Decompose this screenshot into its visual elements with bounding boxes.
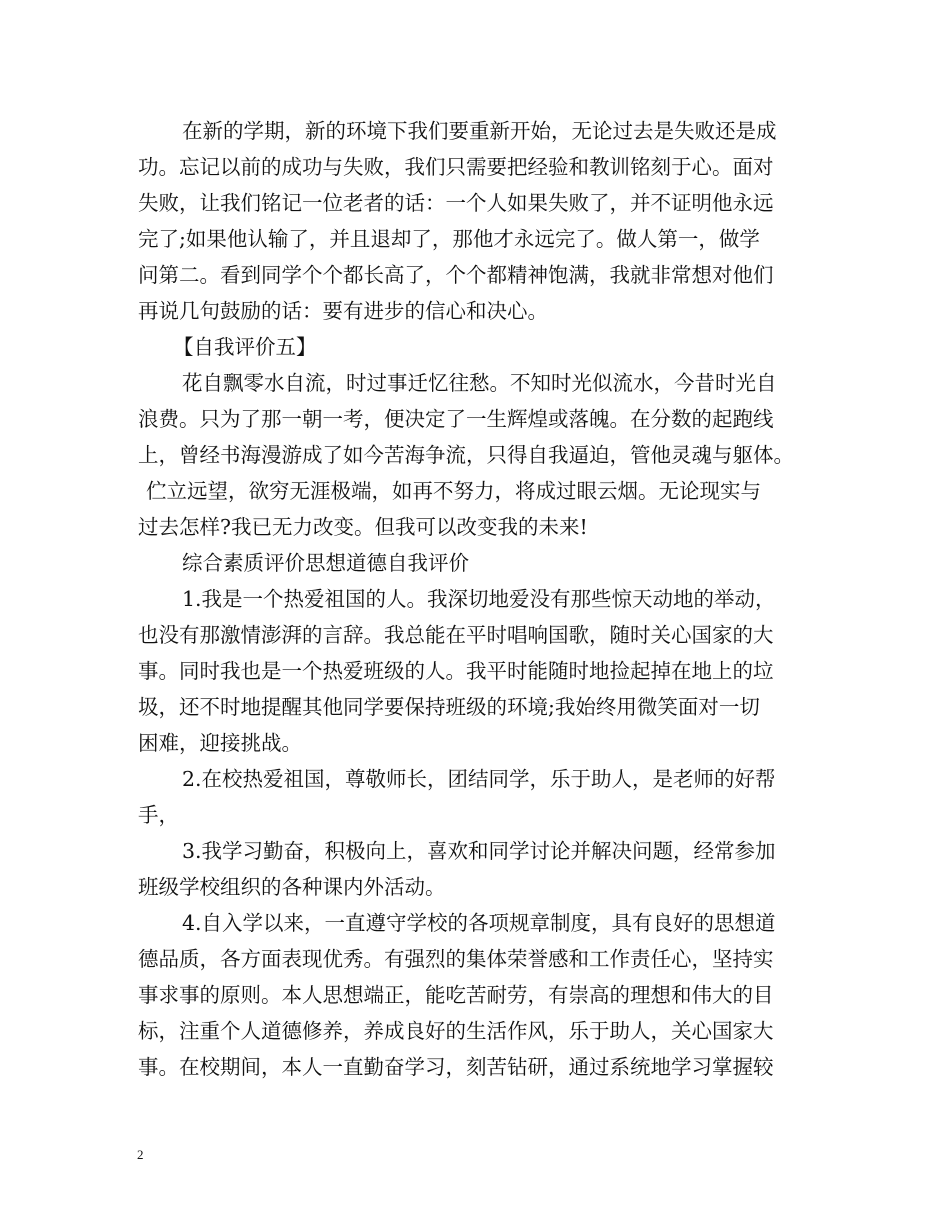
section-heading: 综合素质评价思想道德自我评价 <box>182 551 469 575</box>
text-line: 2.在校热爱祖国，尊敬师长，团结同学，乐于助人，是老师的好帮 <box>182 767 776 791</box>
text-line: 困难，迎接挑战。 <box>138 731 302 755</box>
text-line: 问第二。看到同学个个都长高了，个个都精神饱满，我就非常想对他们 <box>138 263 774 287</box>
text-line: 事。在校期间，本人一直勤奋学习，刻苦钻研，通过系统地学习掌握较 <box>138 1055 774 1079</box>
text-line: 花自飘零水自流，时过事迁忆往愁。不知时光似流水，今昔时光自 <box>182 371 777 395</box>
text-line: 手， <box>138 803 179 827</box>
text-line: 班级学校组织的各种课内外活动。 <box>138 875 446 899</box>
text-line: 上，曾经书海漫游成了如今苦海争流，只得自我逼迫，管他灵魂与躯体。 <box>138 443 794 467</box>
text-line: 德品质，各方面表现优秀。有强烈的集体荣誉感和工作责任心，坚持实 <box>138 947 774 971</box>
text-line: 事。同时我也是一个热爱班级的人。我平时能随时地捡起掉在地上的垃 <box>138 659 774 683</box>
text-line: 1.我是一个热爱祖国的人。我深切地爱没有那些惊天动地的举动， <box>182 587 776 611</box>
text-line: 事求事的原则。本人思想端正，能吃苦耐劳，有崇高的理想和伟大的目 <box>138 983 774 1007</box>
page-number: 2 <box>137 1147 144 1162</box>
text-line: 标，注重个人道德修养，养成良好的生活作风，乐于助人，关心国家大 <box>138 1019 774 1043</box>
text-line: 功。忘记以前的成功与失败，我们只需要把经验和教训铭刻于心。面对 <box>138 155 774 179</box>
text-line: 4.自入学以来，一直遵守学校的各项规章制度，具有良好的思想道 <box>182 911 776 935</box>
text-line: 再说几句鼓励的话：要有进步的信心和决心。 <box>138 299 548 323</box>
section-heading: 【自我评价五】 <box>173 335 317 359</box>
text-line: 在新的学期，新的环境下我们要重新开始，无论过去是失败还是成 <box>182 119 777 143</box>
text-line: 也没有那激情澎湃的言辞。我总能在平时唱响国歌，随时关心国家的大 <box>138 623 774 647</box>
text-line: 圾，还不时地提醒其他同学要保持班级的环境;我始终用微笑面对一切 <box>138 695 760 719</box>
text-line: 浪费。只为了那一朝一考，便决定了一生辉煌或落魄。在分数的起跑线 <box>138 407 774 431</box>
text-line: 过去怎样?我已无力改变。但我可以改变我的未来! <box>138 515 588 539</box>
text-line: 3.我学习勤奋，积极向上，喜欢和同学讨论并解决问题，经常参加 <box>182 839 776 863</box>
text-line: 完了;如果他认输了，并且退却了，那他才永远完了。做人第一，做学 <box>138 227 760 251</box>
text-line: 失败，让我们铭记一位老者的话：一个人如果失败了，并不证明他永远 <box>138 191 774 215</box>
text-line: 伫立远望，欲穷无涯极端，如再不努力，将成过眼云烟。无论现实与 <box>146 479 761 503</box>
